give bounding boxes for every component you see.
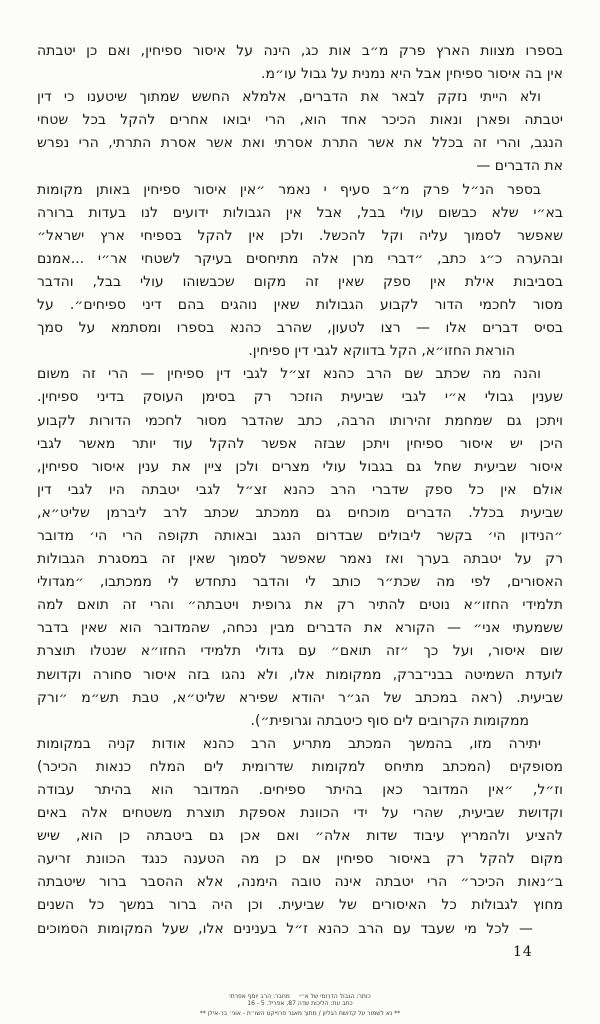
text-line: מחוץ לגבולות כל האיסורים של שביעית. וכן היה ברור במשך כל השנים — [37, 897, 563, 914]
text-line: והנה מה שכתב שם הרב כהנא זצ״ל לגבי דין ספיחין — הרי זה משום — [37, 366, 541, 383]
text-line: האסורים, לפי מה שכת״ר כותב לי והדבר נתחדש לי ממכתבו, ״מגדולי — [37, 574, 563, 591]
page-number: 14 — [513, 944, 533, 960]
text-line: שאפשר לסמוך עליה וקל להכשל. ולכן אין להקל בספיחי ארץ ישראל״ — [37, 227, 563, 244]
footer-citation-journal: כתב עת: הליכות שדה 87, אפריל. 5 - 16 — [247, 1000, 353, 1007]
text-line: ששמעתי אני״ — הקורא את הדברים מבין נכחה, שהמדובר הוא שאין בדבר — [37, 620, 563, 637]
text-line: שביעית. (ראה במכתב של הג״ר יהודא שפירא שליט״א, טבת תש״מ ״ורק — [37, 689, 563, 706]
text-line: יטבתה ופארן ונאות הכיכר אחד הוא, הרי יבואו אחרים להקל בכל שטחי — [37, 112, 563, 129]
text-line: בספר הנ״ל פרק מ״ב סעיף י נאמר ״אין איסור ספיחין באותן מקומות — [37, 181, 541, 198]
text-line: הנגב, והרי זה בכלל את אשר התרת אסרתי ואת אשר אסרת התרתי, הרי נפרש — [37, 135, 563, 152]
text-line: בא״י שלא כבשום עולי בבל, אבל אין הגבולות ידועים לנו בעדות ברורה — [37, 204, 563, 221]
text-line: רק על יטבתה בערך ואז נאמר שאפשר לסמוך שאין זה במסגרת הגבולות — [37, 551, 563, 568]
text-line: בסביבות אילת אין ספק שאין זה מקום שכבשוהו עולי בבל, והדבר — [37, 273, 563, 290]
text-line: בספרו מצוות הארץ פרק מ״ב אות כג, הינה על איסור ספיחין, ואם כן יטבתה — [37, 43, 563, 59]
text-line: מסור לחכמי הדור לקבוע הגבולות שאין נוהגים בהם דיני ספיחים״. על — [37, 297, 563, 314]
text-line: את הדברים — — [476, 158, 563, 175]
citation-footer — [0, 993, 600, 1017]
text-line: — לכל מי שעבד עם הרב כהנא ז״ל בענינים אלו, שעל המקומות הסמוכים — [37, 920, 533, 937]
text-line: ויתכן גם שמחמת זהירותו הרבה, כתב שהדבר מסור לחכמי הדורות לקבוע — [37, 412, 563, 429]
text-line: יתירה מזו, בהמשך המכתב מתריע הרב כהנא אודות קניה במקומות — [37, 735, 541, 752]
text-line: בסיס דברים אלו — רצו לטעון, שהרב כהנא בספרו ומסתמא על סמך — [37, 320, 563, 337]
page-body-text — [37, 40, 563, 941]
text-line: מקום להקל רק באיסור ספיחין אם כן מה הטענה כנגד הכוונת זריעה — [37, 851, 563, 868]
text-line: ״הנידון הי׳ בקשר ליבולים שבדרום הנגב ובאותה תקופה הרי הי׳ מדובר — [37, 527, 563, 544]
text-line: שביעית בכלל. הדברים מוכחים גם ממכתב שכתב לרב ליברמן שליט״א, — [37, 504, 563, 521]
text-line: שום איסור, ועל כך ״זה תואם״ עם גדולי תלמידי החזו״א שנטלו תוצרת — [37, 643, 563, 660]
text-line: אולם אין כל ספק שדברי הרב כהנא זצ״ל לגבי יטבתה היו לגבי דין — [37, 481, 563, 498]
footer-citation-title: כותר: הגבול הדרומי של א״י מחבר: הרב יוסף אפרתי — [229, 993, 371, 1000]
text-line: לועדת השמיטה בבני־ברק, ממקומות אלו, ולא נהגו בזה איסור סחורה וקדושת — [37, 666, 563, 683]
text-line: וז״ל, ״אין המדובר כאן בהיתר ספיחים. המדובר הוא בהיתר עבודה — [37, 782, 563, 798]
text-line: ולא הייתי נזקק לבאר את הדברים, אלמלא החשש שמתוך שיטענו כי דין — [37, 89, 541, 106]
text-line: מסופקים (המכתב מתיחס למקומות שדרומית לים המלח כנאות הכיכר) — [37, 758, 563, 775]
text-line: ממקומות הקרובים לים סוף כיטבתה וגרופית״). — [250, 712, 529, 729]
text-line: וקדושת שביעית, שהרי על ידי הכוונת אספקת תוצרת משטחים אלה באים — [37, 805, 563, 822]
text-line: איסור שביעית שחל גם בגבול עולי מצרים ולכן ציין את ענין איסור ספיחין, — [37, 458, 563, 475]
text-line: שענין גבולי א״י לגבי שביעית הוזכר רק בסימן העוסק בדיני ספיחין. — [37, 389, 563, 406]
text-line: אין בה איסור ספיחין אבל היא נמנית על גבול עו״מ. — [261, 66, 563, 83]
text-line: הוראת החזו״א, הקל בדווקא לגבי דין ספיחין. — [248, 343, 515, 360]
text-line: ובהערה כ״ג כתב, ״דברי מרן אלה מתיחסים בעיקר לשטחי אר״י ...אמנם — [37, 250, 563, 267]
text-line: תלמידי החזו״א נוטים להתיר רק את גרופית ויטבתה״ והרי זה תואם למה — [37, 597, 563, 614]
text-line: היכן יש איסור ספיחין ויתכן שבזה אפשר להקל עוד יותר מאשר לגבי — [37, 435, 563, 452]
text-line: להציע ולהמריץ עיבוד שדות אלה״ ואם אכן גם ביטבתה כן הוא, שיש — [37, 828, 563, 845]
text-line: ב״נאות הכיכר״ הרי יטבתה אינה טובה הימנה, אלא ההסבר ברור שיטבתה — [37, 874, 563, 891]
footer-holiness-notice: ** נא לשמור על קדושת הגליון / מתוך מאגר פרוייקט השו״ת - אוני׳ בר-אילן ** — [199, 1010, 401, 1017]
